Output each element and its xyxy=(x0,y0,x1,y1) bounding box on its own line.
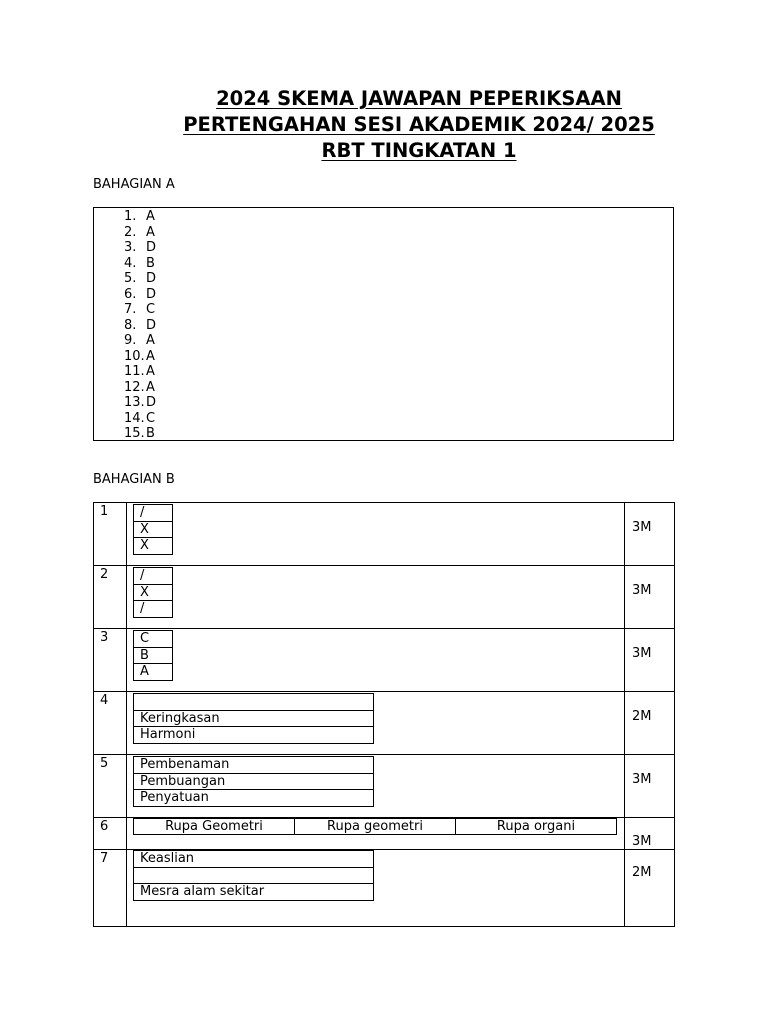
answer-item xyxy=(124,240,156,256)
answer-letter: A xyxy=(146,333,155,348)
question-number: 5 xyxy=(100,756,109,771)
answer-number: 1. xyxy=(124,209,137,224)
answer-box xyxy=(133,504,173,555)
answer-number: 11. xyxy=(124,364,145,379)
answer-letter: D xyxy=(146,317,157,333)
answer-item xyxy=(124,380,156,396)
answer-cell: Keaslian xyxy=(134,851,374,868)
answer-cell: A xyxy=(134,664,173,681)
answer-box xyxy=(133,818,617,835)
answer-cell: Penyatuan xyxy=(134,790,374,807)
answer-letter: C xyxy=(146,302,156,317)
section-b-label: BAHAGIAN B xyxy=(93,472,175,487)
title-line-2: PERTENGAHAN SESI AKADEMIK 2024/ 2025 xyxy=(183,113,655,136)
answer-number: 5. xyxy=(124,271,137,286)
answer-cell: Keringkasan xyxy=(134,710,374,727)
answer-letter: A xyxy=(146,348,155,364)
answer-letter: A xyxy=(146,224,155,240)
column-divider xyxy=(624,503,625,926)
answer-cell: C xyxy=(134,631,173,648)
answer-item xyxy=(124,287,156,303)
answer-item xyxy=(124,302,156,318)
question-number: 3 xyxy=(100,630,109,645)
answer-letter: A xyxy=(146,379,155,395)
mark-value: 3M xyxy=(632,834,652,849)
answer-number: 15. xyxy=(124,426,145,441)
answer-letter: D xyxy=(146,286,157,302)
row-divider xyxy=(94,691,674,692)
answer-cell: X xyxy=(134,538,173,555)
answer-cell: Mesra alam sekitar xyxy=(134,884,374,901)
answer-cell: Pembenaman xyxy=(134,757,374,774)
mark-value: 3M xyxy=(632,583,652,598)
answer-item xyxy=(124,271,156,287)
answer-item xyxy=(124,225,156,241)
answer-cell: / xyxy=(134,568,173,585)
answer-cell xyxy=(134,867,374,884)
answer-number: 10. xyxy=(124,348,145,364)
answer-cell: X xyxy=(134,584,173,601)
section-a-answer-box xyxy=(93,207,674,441)
answer-cell: Rupa Geometri xyxy=(134,819,295,835)
row-divider xyxy=(94,565,674,566)
question-number: 1 xyxy=(100,504,109,519)
answer-letter: D xyxy=(146,240,157,255)
answer-cell: / xyxy=(134,505,173,522)
answer-number: 2. xyxy=(124,224,137,240)
question-number: 7 xyxy=(100,851,109,866)
answer-letter: D xyxy=(146,395,157,410)
answer-item xyxy=(124,411,156,427)
answer-cell: Rupa geometri xyxy=(295,819,456,835)
answer-item xyxy=(124,333,156,349)
title-line-1: 2024 SKEMA JAWAPAN PEPERIKSAAN xyxy=(216,87,622,110)
section-a-answer-list xyxy=(124,209,156,442)
answer-letter: A xyxy=(146,209,155,224)
answer-letter: B xyxy=(146,426,155,441)
answer-item xyxy=(124,318,156,334)
question-number: 6 xyxy=(100,819,109,834)
answer-item xyxy=(124,426,156,442)
answer-cell: X xyxy=(134,521,173,538)
answer-box xyxy=(133,693,374,744)
answer-box xyxy=(133,850,374,901)
answer-cell: Harmoni xyxy=(134,727,374,744)
question-number: 4 xyxy=(100,693,109,708)
row-divider xyxy=(94,628,674,629)
answer-cell: Pembuangan xyxy=(134,773,374,790)
question-number: 2 xyxy=(100,567,109,582)
page-title xyxy=(150,86,688,164)
mark-value: 3M xyxy=(632,772,652,787)
answer-cell: / xyxy=(134,601,173,618)
answer-item xyxy=(124,256,156,272)
answer-box xyxy=(133,567,173,618)
answer-number: 14. xyxy=(124,410,145,426)
section-a-label: BAHAGIAN A xyxy=(93,177,175,192)
answer-letter: B xyxy=(146,255,155,271)
answer-box xyxy=(133,756,374,807)
answer-number: 9. xyxy=(124,333,137,348)
title-line-3: RBT TINGKATAN 1 xyxy=(321,139,517,162)
answer-number: 6. xyxy=(124,286,137,302)
answer-item xyxy=(124,349,156,365)
answer-item xyxy=(124,395,156,411)
answer-item xyxy=(124,209,156,225)
answer-number: 3. xyxy=(124,240,137,255)
answer-number: 12. xyxy=(124,379,145,395)
answer-number: 4. xyxy=(124,255,137,271)
answer-letter: D xyxy=(146,271,157,286)
mark-value: 2M xyxy=(632,709,652,724)
answer-number: 8. xyxy=(124,317,137,333)
mark-value: 3M xyxy=(632,646,652,661)
row-divider xyxy=(94,754,674,755)
column-divider xyxy=(126,503,127,926)
answer-box xyxy=(133,630,173,681)
answer-number: 13. xyxy=(124,395,145,410)
mark-value: 2M xyxy=(632,865,652,880)
answer-cell: B xyxy=(134,647,173,664)
answer-cell xyxy=(134,694,374,711)
answer-letter: A xyxy=(146,364,155,379)
answer-item xyxy=(124,364,156,380)
section-b-answer-table xyxy=(93,502,675,927)
answer-letter: C xyxy=(146,410,156,426)
mark-value: 3M xyxy=(632,520,652,535)
answer-cell: Rupa organi xyxy=(456,819,617,835)
answer-number: 7. xyxy=(124,302,137,317)
